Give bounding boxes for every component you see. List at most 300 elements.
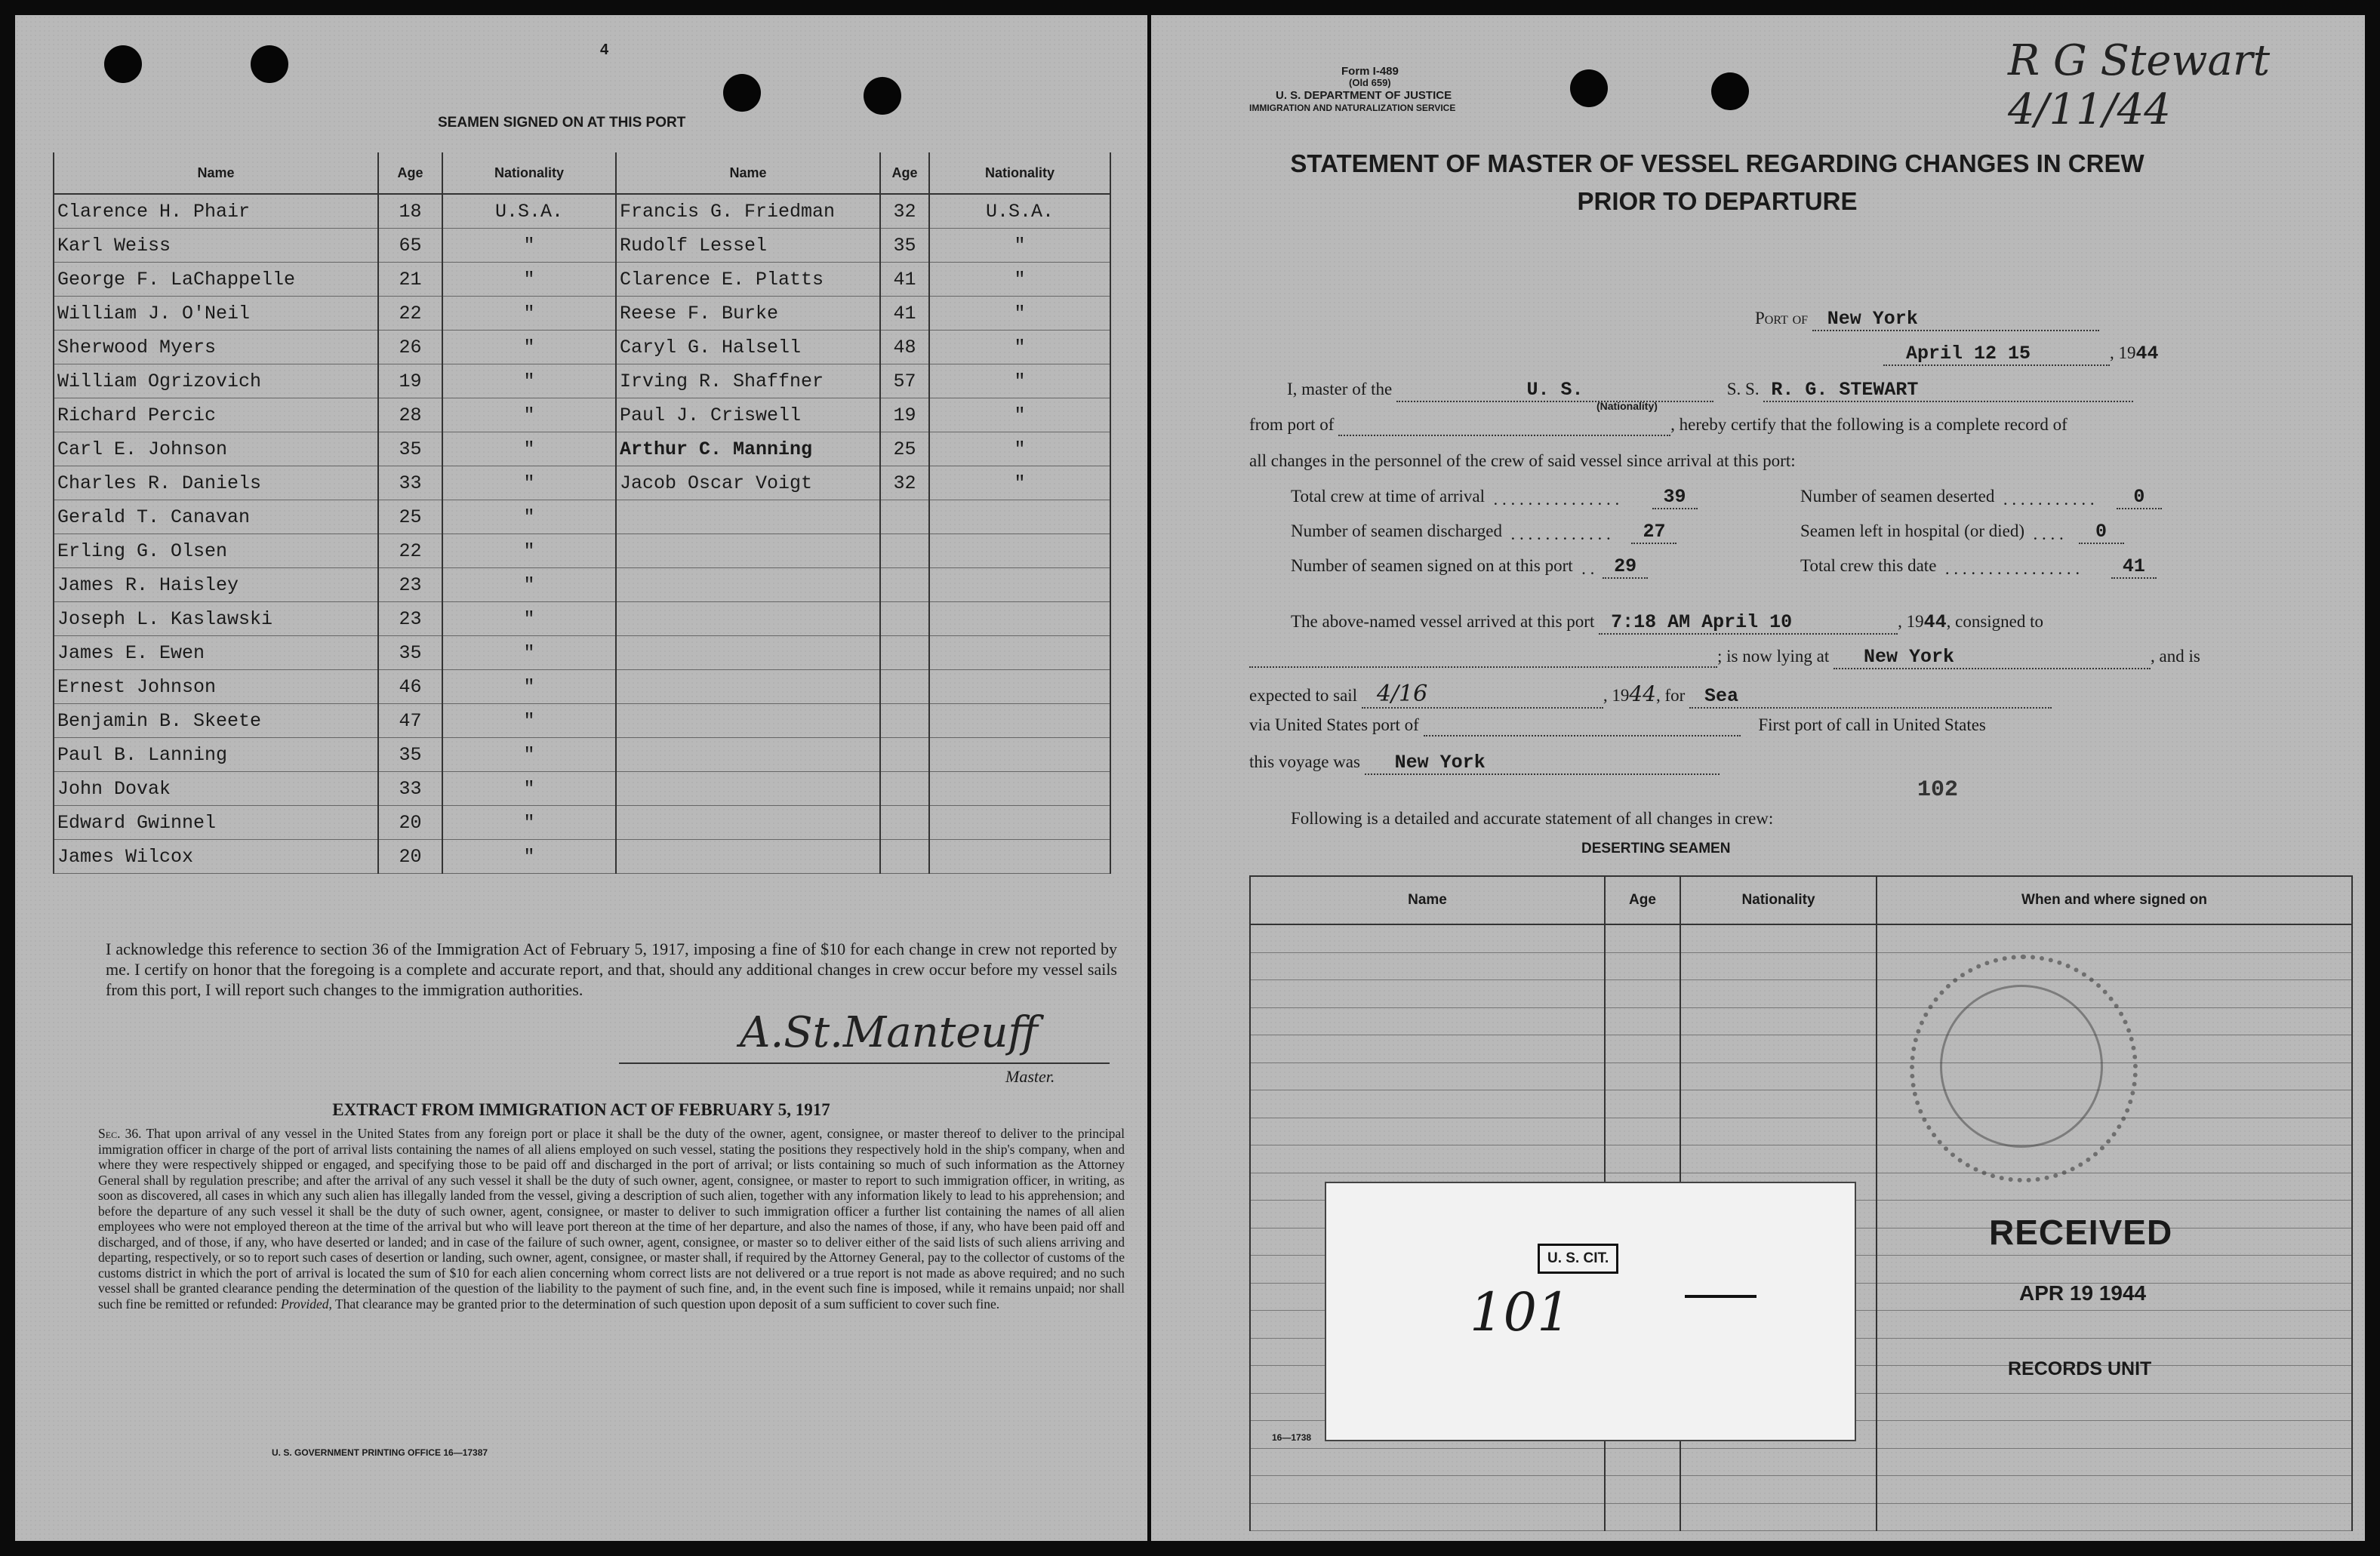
arrival-row: The above-named vessel arrived at this port 7:18 AM April 10 , 1944, consigned to: [1291, 611, 2044, 633]
nationality-cell: [929, 840, 1110, 874]
stat-label: Number of seamen signed on at this port: [1291, 556, 1573, 575]
name-cell: John Dovak: [54, 772, 378, 806]
punch-hole: [723, 74, 761, 112]
empty-cell: [1680, 1448, 1877, 1476]
table-row: [1250, 952, 2352, 980]
col-nationality: Nationality: [929, 152, 1110, 194]
lying-row: [1249, 646, 2200, 669]
extract-section: Sec. 36.: [98, 1126, 142, 1141]
table-row: [54, 364, 1110, 398]
age-cell: [880, 772, 929, 806]
table-row: [54, 840, 1110, 874]
nationality-cell: ": [442, 772, 616, 806]
empty-cell: [1877, 1311, 2352, 1339]
name-cell: Rudolf Lessel: [616, 229, 880, 263]
table-row: [1250, 980, 2352, 1008]
received-date: APR 19 1944: [2019, 1281, 2147, 1305]
empty-cell: [1250, 1090, 1605, 1118]
age-cell: [880, 738, 929, 772]
stat-label: Seamen left in hospital (or died): [1800, 521, 2025, 540]
age-cell: 47: [378, 704, 442, 738]
table-row: [54, 534, 1110, 568]
master-row: [1287, 379, 2133, 402]
nationality-cell: [929, 602, 1110, 636]
name-cell: Caryl G. Halsell: [616, 331, 880, 364]
name-cell: Ernest Johnson: [54, 670, 378, 704]
age-cell: 41: [880, 297, 929, 331]
age-cell: 35: [378, 432, 442, 466]
slip-dash: [1685, 1295, 1757, 1298]
table-row: [54, 398, 1110, 432]
name-cell: Arthur C. Manning: [616, 432, 880, 466]
extract-text: [98, 1126, 1125, 1312]
name-cell: Irving R. Shaffner: [616, 364, 880, 398]
stat-signed-on: Number of seamen signed on at this port . . 29: [1291, 555, 1648, 579]
empty-cell: [1877, 1448, 2352, 1476]
nationality-value: U. S.: [1396, 379, 1713, 402]
punch-hole: [104, 45, 142, 83]
certify-text: , hereby certify that the following is a complete record of: [1670, 415, 2067, 434]
circular-date-stamp-inner: [1940, 985, 2103, 1148]
empty-cell: [1605, 1118, 1680, 1145]
nationality-cell: [929, 772, 1110, 806]
empty-cell: [1250, 1007, 1605, 1035]
empty-cell: [1250, 1118, 1605, 1145]
table-row: [1250, 1503, 2352, 1531]
empty-cell: [1680, 924, 1877, 952]
nationality-cell: ": [442, 636, 616, 670]
empty-cell: [1605, 1035, 1680, 1063]
extract-body: That upon arrival of any vessel in the United States from any foreign port or place it shall be the duty of the owner, agent, consignee, or master thereof to deliver to the principal immigration officer in charge of the port of arrival lists containing the names of all aliens employed on such vessel, stating the positions they respectively hold in the ship's company, when and where they were respectively shipped or engaged, and specifying those to be paid off and discharged in the port of arrival; or lists containing so much of such information as the Attorney General shall by regulation prescribe; and after the arrival of any such vessel it shall be the duty of such owner, agent, consignee, or master to report to such immigration officer, in writing, as soon as discovered, all cases in which any such alien has illegally landed from the vessel, giving a description of such alien, together with any information likely to lead to his apprehension; and before the departure of any such vessel it shall be the duty of such owner, agent, consignee, or master to deliver to such immigration officer a further list containing the names of all alien employees who were not employed thereon at the time of the arrival but who will leave port thereon at the time of her departure, and also the names of those, if any, who have been paid off and discharged, and of those, if any, who have deserted or landed; and in case of the failure of such owner, agent, consignee, or master so to deliver either of the said lists of such aliens arriving and departing, respectively, or so to report such cases of desertion or landing, such owner, agent, consignee, or master shall, if required by the Attorney General, pay to the collector of customs of the customs district in which the port of arrival is located the sum of $10 for each alien concerning whom correct lists are not delivered or a true report is not made as above required; and no such vessel shall be granted clearance pending the determination of the question of the liability to the payment of such fine, and, in the event such fine is imposed, while it remains unpaid; nor shall such fine be remitted or refunded:: [98, 1126, 1125, 1312]
empty-cell: [1605, 1062, 1680, 1090]
master-of-the-label: I, master of the: [1287, 380, 1393, 398]
nationality-cell: ": [442, 466, 616, 500]
table-row: [54, 194, 1110, 229]
name-cell: Joseph L. Kaslawski: [54, 602, 378, 636]
empty-cell: [1680, 1503, 1877, 1531]
name-cell: Edward Gwinnel: [54, 806, 378, 840]
date-row: April 12 15 , 1944: [1883, 343, 2159, 366]
empty-cell: [1877, 924, 2352, 952]
stat-label: Number of seamen discharged: [1291, 521, 1502, 540]
age-cell: 28: [378, 398, 442, 432]
age-cell: 20: [378, 806, 442, 840]
age-cell: [880, 704, 929, 738]
table-row: [1250, 1090, 2352, 1118]
nationality-cell: [929, 636, 1110, 670]
nationality-cell: ": [442, 704, 616, 738]
age-cell: 57: [880, 364, 929, 398]
name-cell: William J. O'Neil: [54, 297, 378, 331]
nationality-cell: ": [442, 229, 616, 263]
footer-code: 16—1738: [1272, 1432, 1312, 1443]
col-nationality: Nationality: [442, 152, 616, 194]
date-value: April 12 15: [1883, 343, 2110, 366]
col-age: Age: [880, 152, 929, 194]
name-cell: [616, 704, 880, 738]
name-cell: James E. Ewen: [54, 636, 378, 670]
nationality-cell: ": [442, 432, 616, 466]
empty-cell: [1680, 980, 1877, 1008]
nationality-cell: ": [442, 398, 616, 432]
age-cell: 25: [880, 432, 929, 466]
table-row: [1250, 1448, 2352, 1476]
table-row: [54, 772, 1110, 806]
age-cell: 35: [378, 636, 442, 670]
nationality-cell: ": [442, 568, 616, 602]
nationality-cell: U.S.A.: [442, 194, 616, 229]
left-page: [15, 15, 1147, 1541]
following-text: Following is a detailed and accurate statement of all changes in crew:: [1291, 809, 1774, 828]
empty-cell: [1250, 1035, 1605, 1063]
age-cell: [880, 840, 929, 874]
punch-hole: [864, 77, 901, 115]
nationality-cell: ": [442, 297, 616, 331]
lying-value: New York: [1833, 646, 2151, 669]
age-cell: 19: [378, 364, 442, 398]
name-cell: [616, 738, 880, 772]
service: IMMIGRATION AND NATURALIZATION SERVICE: [1249, 103, 1456, 113]
punch-hole: [251, 45, 288, 83]
age-cell: 35: [880, 229, 929, 263]
empty-cell: [1877, 1256, 2352, 1284]
nationality-cell: ": [442, 534, 616, 568]
stat-value: 0: [2117, 486, 2162, 509]
name-cell: [616, 806, 880, 840]
port-row: [1755, 308, 2099, 331]
table-row: [54, 432, 1110, 466]
voyage-label: this voyage was: [1249, 752, 1360, 771]
name-cell: Jacob Oscar Voigt: [616, 466, 880, 500]
empty-cell: [1605, 980, 1680, 1008]
nationality-cell: ": [929, 229, 1110, 263]
attached-slip: [1325, 1182, 1856, 1441]
nationality-cell: U.S.A.: [929, 194, 1110, 229]
port-label: Port of: [1755, 309, 1809, 327]
table-row: [1250, 1145, 2352, 1173]
lying-label: ; is now lying at: [1717, 647, 1830, 666]
age-cell: 20: [378, 840, 442, 874]
certify-row: all changes in the personnel of the crew of said vessel since arrival at this port:: [1249, 451, 1796, 470]
table-row: [54, 466, 1110, 500]
name-cell: [616, 534, 880, 568]
acknowledgement: [106, 939, 1117, 1000]
age-cell: [880, 602, 929, 636]
age-cell: 22: [378, 534, 442, 568]
name-cell: William Ogrizovich: [54, 364, 378, 398]
age-cell: 18: [378, 194, 442, 229]
table-row: [54, 297, 1110, 331]
ss-label: S. S.: [1726, 380, 1760, 398]
age-cell: 32: [880, 194, 929, 229]
table-row: [54, 636, 1110, 670]
stat-discharged: Number of seamen discharged . . . . . . . . . . . . 27: [1291, 521, 1676, 544]
table-header-row: [54, 152, 1110, 194]
age-cell: 25: [378, 500, 442, 534]
empty-cell: [1605, 952, 1680, 980]
age-cell: [880, 500, 929, 534]
table-row: [1250, 1062, 2352, 1090]
name-cell: [616, 568, 880, 602]
nationality-cell: ": [442, 602, 616, 636]
name-cell: Reese F. Burke: [616, 297, 880, 331]
table-row: [54, 670, 1110, 704]
name-cell: Richard Percic: [54, 398, 378, 432]
col-signed-on: When and where signed on: [1877, 876, 2352, 924]
empty-cell: [1680, 1476, 1877, 1504]
age-cell: 65: [378, 229, 442, 263]
printing-office: U. S. GOVERNMENT PRINTING OFFICE 16—17387: [272, 1447, 488, 1458]
age-cell: 33: [378, 772, 442, 806]
empty-cell: [1680, 952, 1877, 980]
table-row: [54, 738, 1110, 772]
nationality-cell: ": [442, 331, 616, 364]
empty-cell: [1877, 1393, 2352, 1421]
stat-label: Total crew this date: [1800, 556, 1937, 575]
form-title: STATEMENT OF MASTER OF VESSEL REGARDING CHANGES IN CREW: [1290, 149, 2144, 177]
name-cell: [616, 772, 880, 806]
nationality-cell: ": [442, 806, 616, 840]
nationality-cell: ": [929, 466, 1110, 500]
empty-cell: [1250, 1476, 1605, 1504]
from-port-row: [1249, 415, 2067, 436]
empty-cell: [1605, 1145, 1680, 1173]
name-cell: Carl E. Johnson: [54, 432, 378, 466]
punch-hole: [1711, 72, 1749, 110]
signature-line: [619, 1062, 1110, 1064]
master-signature: A.St.Manteuff: [740, 1008, 1039, 1057]
nationality-cell: [929, 568, 1110, 602]
col-name: Name: [616, 152, 880, 194]
name-cell: James Wilcox: [54, 840, 378, 874]
col-nationality: Nationality: [1680, 876, 1877, 924]
age-cell: [880, 670, 929, 704]
empty-cell: [1605, 1448, 1680, 1476]
empty-cell: [1250, 924, 1605, 952]
seamen-signed-table: [53, 152, 1111, 874]
empty-cell: [1250, 1145, 1605, 1173]
table-row: [54, 229, 1110, 263]
nationality-cell: ": [929, 364, 1110, 398]
via-row: [1249, 715, 1986, 736]
year-prefix: 19: [1906, 612, 1924, 631]
nationality-cell: [929, 738, 1110, 772]
table-row: [54, 568, 1110, 602]
empty-cell: [1605, 1476, 1680, 1504]
stat-hospital: Seamen left in hospital (or died) . . . . 0: [1800, 521, 2124, 544]
age-cell: 23: [378, 568, 442, 602]
age-cell: 23: [378, 602, 442, 636]
expected-label: expected to sail: [1249, 686, 1358, 705]
page-number: 4: [600, 42, 609, 58]
age-cell: 32: [880, 466, 929, 500]
us-cit-stamp: U. S. CIT.: [1538, 1244, 1618, 1274]
for-label: , for: [1655, 686, 1686, 705]
records-unit: RECORDS UNIT: [2008, 1358, 2152, 1379]
col-name: Name: [54, 152, 378, 194]
punch-hole: [1570, 69, 1608, 107]
age-cell: 22: [378, 297, 442, 331]
stat-value: 27: [1631, 521, 1676, 544]
empty-cell: [1877, 1476, 2352, 1504]
name-cell: Charles R. Daniels: [54, 466, 378, 500]
name-cell: [616, 670, 880, 704]
age-cell: 26: [378, 331, 442, 364]
empty-cell: [1877, 1173, 2352, 1201]
deserting-header: DESERTING SEAMEN: [1581, 841, 1731, 856]
empty-cell: [1605, 1090, 1680, 1118]
table-row: [1250, 1007, 2352, 1035]
nationality-cell: ": [442, 840, 616, 874]
name-cell: Sherwood Myers: [54, 331, 378, 364]
empty-cell: [1680, 1035, 1877, 1063]
age-cell: 21: [378, 263, 442, 297]
stat-total-this-date: Total crew this date . . . . . . . . . . . . . . . . 41: [1800, 555, 2157, 579]
name-cell: George F. LaChappelle: [54, 263, 378, 297]
acknowledgement-text: I acknowledge this reference to section 36 of the Immigration Act of February 5, 1917, imposing a fine of $10 for each change in crew not reported by me. I certify on honor that the foregoing is a complete and accurate report, and that, should any additional changes in crew occur before my vessel sails from this port, I will report such changes to the immigration authorities.: [106, 939, 1117, 999]
stat-value: 29: [1603, 555, 1648, 579]
extract-tail: That clearance may be granted prior to the determination of such question upon deposit of a sum sufficient to cover such fine.: [334, 1296, 1000, 1312]
name-cell: Gerald T. Canavan: [54, 500, 378, 534]
age-cell: [880, 534, 929, 568]
nationality-cell: ": [929, 331, 1110, 364]
age-cell: 19: [880, 398, 929, 432]
and-is-label: , and is: [2150, 647, 2200, 666]
stat-value: 39: [1652, 486, 1698, 509]
age-cell: 33: [378, 466, 442, 500]
form-subtitle: PRIOR TO DEPARTURE: [1577, 187, 1858, 215]
handwritten-corner-note: R G Stewart 4/11/44: [2008, 36, 2271, 134]
department: U. S. DEPARTMENT OF JUSTICE: [1276, 89, 1452, 102]
name-cell: James R. Haisley: [54, 568, 378, 602]
received-stamp: RECEIVED: [1989, 1213, 2173, 1252]
nationality-cell: [929, 534, 1110, 568]
name-cell: Erling G. Olsen: [54, 534, 378, 568]
empty-cell: [1680, 1062, 1877, 1090]
name-cell: [616, 636, 880, 670]
nationality-cell: ": [442, 364, 616, 398]
nationality-cell: ": [929, 432, 1110, 466]
empty-cell: [1250, 1448, 1605, 1476]
extract-provided: Provided,: [281, 1296, 332, 1312]
empty-cell: [1680, 1118, 1877, 1145]
table-row: [1250, 1035, 2352, 1063]
master-label: Master.: [1005, 1067, 1055, 1086]
age-cell: 35: [378, 738, 442, 772]
name-cell: [616, 840, 880, 874]
seamen-signed-header: SEAMEN SIGNED ON AT THIS PORT: [438, 115, 686, 131]
empty-cell: [1680, 1090, 1877, 1118]
stamp-number: 102: [1917, 777, 1959, 803]
form-number: Form I-489: [1341, 65, 1399, 78]
table-row: [54, 331, 1110, 364]
col-age: Age: [378, 152, 442, 194]
empty-cell: [1250, 952, 1605, 980]
port-value: New York: [1812, 308, 2099, 331]
consigned-label: , consigned to: [1946, 612, 2044, 631]
nationality-cell: ": [929, 297, 1110, 331]
age-cell: [880, 636, 929, 670]
table-row: [54, 806, 1110, 840]
nationality-cell: ": [442, 738, 616, 772]
empty-cell: [1605, 1503, 1680, 1531]
stat-label: Total crew at time of arrival: [1291, 487, 1486, 506]
nationality-cell: ": [929, 398, 1110, 432]
empty-cell: [1250, 1503, 1605, 1531]
via-label: via United States port of: [1249, 715, 1419, 734]
table-row: [54, 263, 1110, 297]
nationality-caption: (Nationality): [1596, 400, 1658, 412]
name-cell: Karl Weiss: [54, 229, 378, 263]
form-old-number: (Old 659): [1349, 77, 1391, 88]
empty-cell: [1605, 924, 1680, 952]
table-row: [54, 602, 1110, 636]
empty-cell: [1877, 1503, 2352, 1531]
stat-label: Number of seamen deserted: [1800, 487, 1995, 506]
age-cell: [880, 568, 929, 602]
extract-title: EXTRACT FROM IMMIGRATION ACT OF FEBRUARY 5, 1917: [332, 1100, 830, 1119]
stat-value: 0: [2079, 521, 2124, 544]
empty-cell: [1877, 952, 2352, 980]
age-cell: 41: [880, 263, 929, 297]
name-cell: Francis G. Friedman: [616, 194, 880, 229]
right-page: [1151, 15, 2365, 1541]
empty-cell: [1605, 1007, 1680, 1035]
stat-value: 41: [2111, 555, 2157, 579]
table-row: [1250, 1476, 2352, 1504]
empty-cell: [1680, 1007, 1877, 1035]
year-prefix: 19: [1612, 686, 1630, 705]
expected-year: 44: [1629, 681, 1656, 706]
nationality-cell: [929, 806, 1110, 840]
col-name: Name: [1250, 876, 1605, 924]
table-header-row: [1250, 876, 2352, 924]
name-cell: Clarence H. Phair: [54, 194, 378, 229]
empty-cell: [1250, 980, 1605, 1008]
empty-cell: [1680, 1145, 1877, 1173]
stat-deserted: Number of seamen deserted . . . . . . . . . . . 0: [1800, 486, 2162, 509]
stat-total-arrival: Total crew at time of arrival . . . . . . . . . . . . . . . 39: [1291, 486, 1698, 509]
name-cell: Clarence E. Platts: [616, 263, 880, 297]
table-row: [54, 500, 1110, 534]
empty-cell: [1877, 1421, 2352, 1449]
age-cell: 48: [880, 331, 929, 364]
table-row: [1250, 924, 2352, 952]
nationality-cell: [929, 670, 1110, 704]
col-age: Age: [1605, 876, 1680, 924]
nationality-cell: [929, 704, 1110, 738]
nationality-cell: ": [442, 500, 616, 534]
name-cell: Benjamin B. Skeete: [54, 704, 378, 738]
slip-handwritten-number: 101: [1470, 1281, 1571, 1343]
name-cell: Paul B. Lanning: [54, 738, 378, 772]
first-port-label: First port of call in United States: [1758, 715, 1986, 734]
nationality-cell: ": [442, 263, 616, 297]
for-value: Sea: [1689, 685, 2052, 709]
nationality-cell: ": [929, 263, 1110, 297]
expected-row: expected to sail 4/16 , 1944, for Sea: [1249, 681, 2052, 709]
vessel-name: R. G. STEWART: [1763, 379, 2133, 402]
name-cell: [616, 602, 880, 636]
voyage-row: [1249, 752, 1720, 775]
name-cell: [616, 500, 880, 534]
table-row: [54, 704, 1110, 738]
from-port-label: from port of: [1249, 415, 1335, 434]
empty-cell: [1250, 1062, 1605, 1090]
year-value: 44: [1923, 611, 1947, 633]
year-prefix: 19: [2118, 343, 2136, 362]
age-cell: [880, 806, 929, 840]
